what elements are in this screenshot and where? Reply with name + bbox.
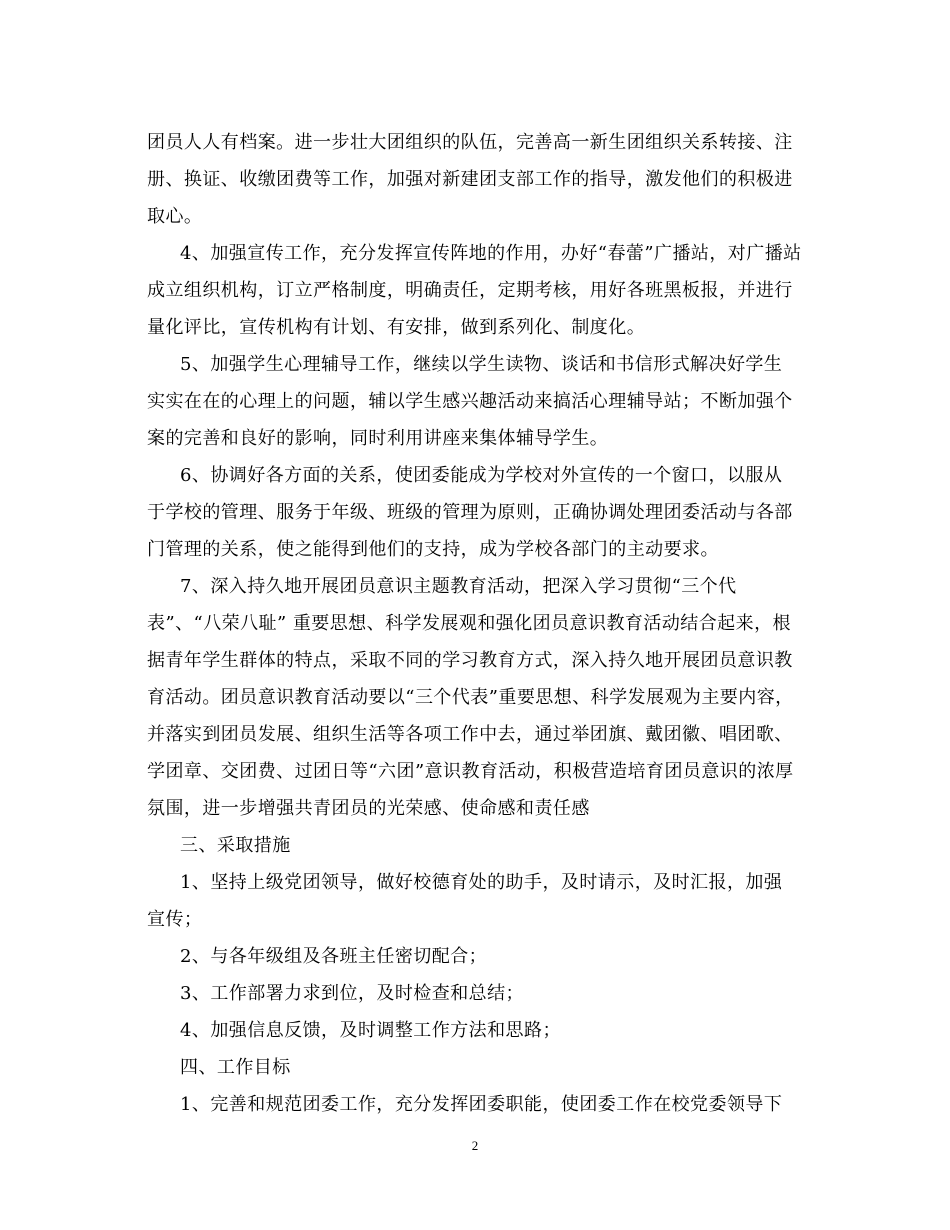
text-line: 门管理的关系，使之能得到他们的支持，成为学校各部门的主动要求。 [147,539,719,560]
measure-4: 4、加强信息反馈，及时调整工作方法和思路； [180,1020,561,1041]
text-line: 案的完善和良好的影响，同时利用讲座来集体辅导学生。 [147,428,609,449]
goal-1-line-1: 1、完善和规范团委工作，充分发挥团委职能，使团委工作在校党委领导下 [180,1094,783,1115]
paragraph-5-line-1: 5、加强学生心理辅导工作，继续以学生读物、谈话和书信形式解决好学生 [180,354,783,375]
page-number: 2 [471,1138,479,1153]
measure-2: 2、与各年级组及各班主任密切配合； [180,946,488,967]
text-line: 团员人人有档案。进一步壮大团组织的队伍，完善高一新生团组织关系转接、注 [147,132,793,153]
section-heading-goals: 四、工作目标 [180,1057,291,1078]
text-line: 取心。 [147,206,203,227]
text-line: 并落实到团员发展、组织生活等各项工作中去，通过举团旗、戴团徽、唱团歌、 [147,724,793,745]
text-line: 据青年学生群体的特点，采取不同的学习教育方式，深入持久地开展团员意识教 [147,650,793,671]
text-line: 实实在在的心理上的问题，辅以学生感兴趣活动来搞活心理辅导站；不断加强个 [147,391,793,412]
measure-3: 3、工作部署力求到位，及时检查和总结； [180,983,525,1004]
text-line: 学团章、交团费、过团日等“六团”意识教育活动，积极营造培育团员意识的浓厚 [147,761,794,782]
text-line: 量化评比，宣传机构有计划、有安排，做到系列化、制度化。 [147,317,646,338]
text-line: 于学校的管理、服务于年级、班级的管理为原则，正确协调处理团委活动与各部 [147,502,793,523]
text-line: 成立组织机构，订立严格制度，明确责任，定期考核，用好各班黑板报，并进行 [147,280,793,301]
paragraph-6-line-1: 6、协调好各方面的关系，使团委能成为学校对外宣传的一个窗口，以服从 [180,465,783,486]
text-line: 宣传； [147,909,203,930]
text-line: 表”、“八荣八耻” 重要思想、科学发展观和强化团员意识教育活动结合起来，根 [147,613,791,634]
paragraph-7-line-1: 7、深入持久地开展团员意识主题教育活动，把深入学习贯彻“三个代 [180,576,737,597]
paragraph-4-line-1: 4、加强宣传工作，充分发挥宣传阵地的作用，办好“春蕾”广播站，对广播站 [180,243,802,264]
text-line: 育活动。团员意识教育活动要以“三个代表”重要思想、科学发展观为主要内容， [147,687,794,708]
text-line: 氛围，进一步增强共青团员的光荣感、使命感和责任感 [147,798,590,819]
section-heading-measures: 三、采取措施 [180,835,291,856]
measure-1-line-1: 1、坚持上级党团领导，做好校德育处的助手，及时请示，及时汇报，加强 [180,872,783,893]
text-line: 册、换证、收缴团费等工作，加强对新建团支部工作的指导，激发他们的积极进 [147,169,793,190]
